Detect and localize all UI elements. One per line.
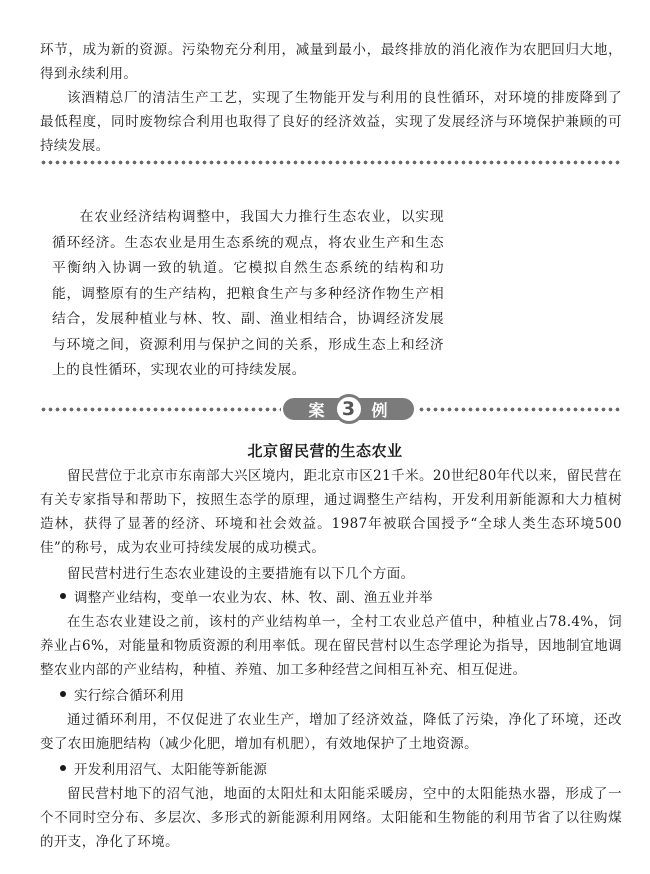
- measure-body: 在生态农业建设之前，该村的产业结构单一，全村工农业总产值中，种植业占78.4%，饲养业占6%，对能量和物质资源的利用率低。现在留民营村以生态学理论为指导，因地制宜地调整农业内部的产业结构，种植、养殖、加工多种经营之间相互补充、相互促进。: [40, 614, 622, 678]
- case-divider-right: [418, 407, 620, 412]
- measure-heading: [60, 586, 620, 610]
- measure-body: 通过循环利用，不仅促进了农业生产，增加了经济效益，降低了污染，净化了环境，还改变了农田施肥结构（减少化肥，增加有机肥），有效地保护了土地资源。: [40, 712, 622, 752]
- case-divider-left: [40, 407, 281, 412]
- top-paragraph-summary: 该酒精总厂的清洁生产工艺，实现了生物能开发与利用的良性循环，对环境的排废降到了最低程度，同时废物综合利用也取得了良好的经济效益，实现了发展经济与环境保护兼顾的可持续发展。: [40, 90, 622, 154]
- case-measures-lead: 留民营村进行生态农业建设的主要措施有以下几个方面。: [67, 566, 415, 582]
- bullet-dot-icon: [60, 691, 66, 697]
- case-badge-right-char: 例: [371, 400, 389, 420]
- measure-heading: [60, 684, 620, 708]
- info-box-text: 在农业经济结构调整中，我国大力推行生态农业，以实现循环经济。生态农业是用生态系统的观点，将农业生产和生态平衡纳入协调一致的轨道。它模拟自然生态系统的结构和功能，调整原有的生产结构，把粮食生产与多种经济作物生产相结合，发展种植业与林、牧、副、渔业相结合，协调经济发展与环境之间，资源利用与保护之间的关系，形成生态上和经济上的良性循环，实现农业的可持续发展。: [52, 209, 444, 378]
- measure-body: 留民营村地下的沼气池，地面的太阳灶和太阳能采暖房，空中的太阳能热水器，形成了一个不同时空分布、多层次、多形式的新能源利用网络。太阳能和生物能的利用节省了以往购煤的开支，净化了环境。: [40, 786, 622, 850]
- case-badge-left-char: 案: [308, 400, 326, 420]
- top-paragraph-continued: 环节，成为新的资源。污染物充分利用，减量到最小，最终排放的消化液作为农肥回归大地，得到永续利用。: [40, 42, 622, 82]
- case-title: 北京留民营的生态农业: [247, 442, 403, 460]
- bullet-dot-icon: [60, 593, 66, 599]
- measure-heading-text: 调整产业结构，变单一农业为农、林、牧、副、渔五业并举: [74, 590, 433, 606]
- section-divider-dotted: [40, 160, 620, 165]
- bullet-dot-icon: [60, 765, 66, 771]
- measure-heading-text: 实行综合循环利用: [74, 688, 185, 704]
- case-intro-paragraph: 留民营位于北京市东南部大兴区境内，距北京市区21千米。20世纪80年代以来，留民营在有关专家指导和帮助下，按照生态学的原理，通过调整生产结构，开发利用新能源和大力植树造林，获得了显著的经济、环境和社会效益。1987年被联合国授予“全球人类生态环境500佳”的称号，成为农业可持续发展的成功模式。: [40, 468, 622, 556]
- case-badge-number: 3: [334, 394, 364, 424]
- measure-heading-text: 开发利用沼气、太阳能等新能源: [74, 762, 268, 778]
- measure-heading: [60, 758, 620, 782]
- case-badge: [283, 394, 414, 424]
